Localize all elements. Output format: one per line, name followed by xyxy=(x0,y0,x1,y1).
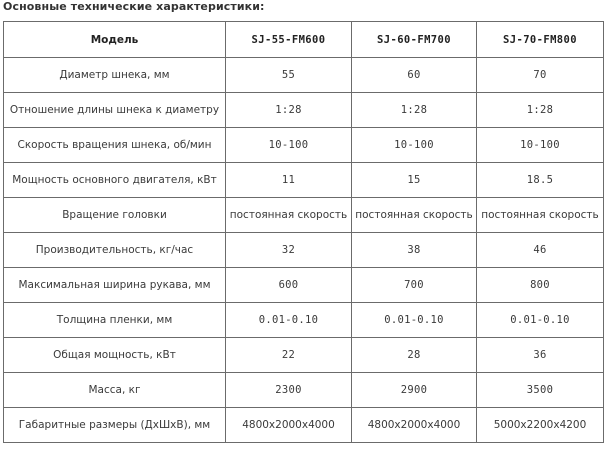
row-label: Мощность основного двигателя, кВт xyxy=(4,163,226,198)
table-row xyxy=(4,93,604,128)
row-value: 0.01-0.10 xyxy=(226,303,352,338)
row-value: 11 xyxy=(226,163,352,198)
row-value: 36 xyxy=(477,338,604,373)
row-value: 10-100 xyxy=(477,128,604,163)
row-value: 60 xyxy=(352,58,477,93)
table-row xyxy=(4,338,604,373)
row-value: 46 xyxy=(477,233,604,268)
table-row xyxy=(4,58,604,93)
row-value: 4800x2000x4000 xyxy=(226,408,352,443)
table-row xyxy=(4,408,604,443)
row-value: 3500 xyxy=(477,373,604,408)
header-model-sj60: SJ-60-FM700 xyxy=(352,22,477,58)
row-value: 1:28 xyxy=(352,93,477,128)
table-row xyxy=(4,198,604,233)
table-row xyxy=(4,233,604,268)
header-model-sj55: SJ-55-FM600 xyxy=(226,22,352,58)
table-row xyxy=(4,268,604,303)
row-value: 28 xyxy=(352,338,477,373)
header-model-label: Модель xyxy=(4,22,226,58)
row-value: 2900 xyxy=(352,373,477,408)
row-value: 0.01-0.10 xyxy=(477,303,604,338)
row-value: 10-100 xyxy=(226,128,352,163)
row-label: Скорость вращения шнека, об/мин xyxy=(4,128,226,163)
row-value: 0.01-0.10 xyxy=(352,303,477,338)
row-value: постоянная скорость xyxy=(352,198,477,233)
row-label: Масса, кг xyxy=(4,373,226,408)
row-value: 10-100 xyxy=(352,128,477,163)
specifications-table xyxy=(3,21,604,443)
row-value: 70 xyxy=(477,58,604,93)
row-value: 700 xyxy=(352,268,477,303)
table-header-row xyxy=(4,22,604,58)
header-model-sj70: SJ-70-FM800 xyxy=(477,22,604,58)
row-value: 1:28 xyxy=(477,93,604,128)
row-value: 1:28 xyxy=(226,93,352,128)
table-row xyxy=(4,373,604,408)
row-label: Толщина пленки, мм xyxy=(4,303,226,338)
row-label: Максимальная ширина рукава, мм xyxy=(4,268,226,303)
row-value: 5000x2200x4200 xyxy=(477,408,604,443)
row-label: Производительность, кг/час xyxy=(4,233,226,268)
row-label: Отношение длины шнека к диаметру xyxy=(4,93,226,128)
row-label: Общая мощность, кВт xyxy=(4,338,226,373)
row-value: 38 xyxy=(352,233,477,268)
section-heading: Основные технические характеристики: xyxy=(3,0,265,13)
row-value: 18.5 xyxy=(477,163,604,198)
table-row xyxy=(4,163,604,198)
row-value: 32 xyxy=(226,233,352,268)
row-value: 2300 xyxy=(226,373,352,408)
row-label: Габаритные размеры (ДхШхВ), мм xyxy=(4,408,226,443)
row-value: постоянная скорость xyxy=(226,198,352,233)
row-value: 22 xyxy=(226,338,352,373)
row-value: 4800x2000x4000 xyxy=(352,408,477,443)
row-label: Диаметр шнека, мм xyxy=(4,58,226,93)
row-value: 600 xyxy=(226,268,352,303)
row-value: 55 xyxy=(226,58,352,93)
row-value: 15 xyxy=(352,163,477,198)
table-row xyxy=(4,303,604,338)
table-row xyxy=(4,128,604,163)
row-value: 800 xyxy=(477,268,604,303)
row-label: Вращение головки xyxy=(4,198,226,233)
row-value: постоянная скорость xyxy=(477,198,604,233)
